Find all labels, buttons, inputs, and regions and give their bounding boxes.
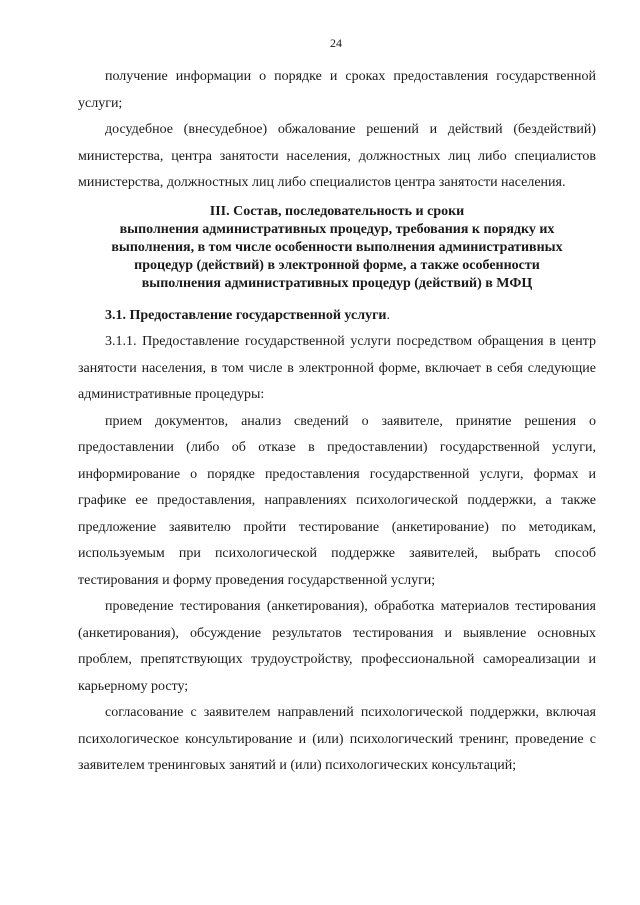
subsection-title <box>78 303 596 330</box>
document-body <box>78 64 596 780</box>
section-heading <box>78 203 596 293</box>
page-number: 24 <box>330 36 342 50</box>
section-heading-line: выполнения административных процедур (действий) в МФЦ <box>141 275 533 291</box>
section-heading-line: процедур (действий) в электронной форме, а также особенности <box>134 257 540 273</box>
subsection-title-text: 3.1. Предоставление государственной услуги <box>105 307 387 323</box>
paragraph-agreement: согласование с заявителем направлений психологической поддержки, включая психологическое консультирование и (или) психологический тренинг, проведение с заявителем тренинговых занятий и (или) психологических консультаций; <box>78 705 596 773</box>
subsection-title-dot: . <box>386 307 390 323</box>
paragraph-appeal: досудебное (внесудебное) обжалование решений и действий (бездействий) министерства, центра занятости населения, должностных лиц либо специалистов министерства, должностных лиц либо специалистов центра занятости населения. <box>78 122 596 190</box>
paragraph-information: получение информации о порядке и сроках предоставления государственной услуги; <box>78 69 596 111</box>
section-heading-line: III. Состав, последовательность и сроки <box>209 203 465 219</box>
section-heading-line: выполнения, в том числе особенности выполнения административных <box>111 239 563 255</box>
paragraph-testing: проведение тестирования (анкетирования), обработка материалов тестирования (анкетирования), обсуждение результатов тестирования и выявление основных проблем, препятствующих трудоустройству, профессиональной самореализации и карьерному росту; <box>78 599 596 694</box>
paragraph-document-intake: прием документов, анализ сведений о заявителе, принятие решения о предоставлении (либо об отказе в предоставлении) государственной услуги, информирование о порядке предоставления государственной услуги, формах и графике ее предоставления, направлениях психологической поддержки, а также предложение заявителю пройти тестирование (анкетирование) по методикам, используемым при психологической поддержке заявителей, выбрать способ тестирования и форму проведения государственной услуги; <box>78 413 596 588</box>
section-heading-line: выполнения административных процедур, требования к порядку их <box>119 221 555 237</box>
paragraph-3-1-1: 3.1.1. Предоставление государственной услуги посредством обращения в центр занятости населения, в том числе в электронной форме, включает в себя следующие административные процедуры: <box>78 334 596 402</box>
